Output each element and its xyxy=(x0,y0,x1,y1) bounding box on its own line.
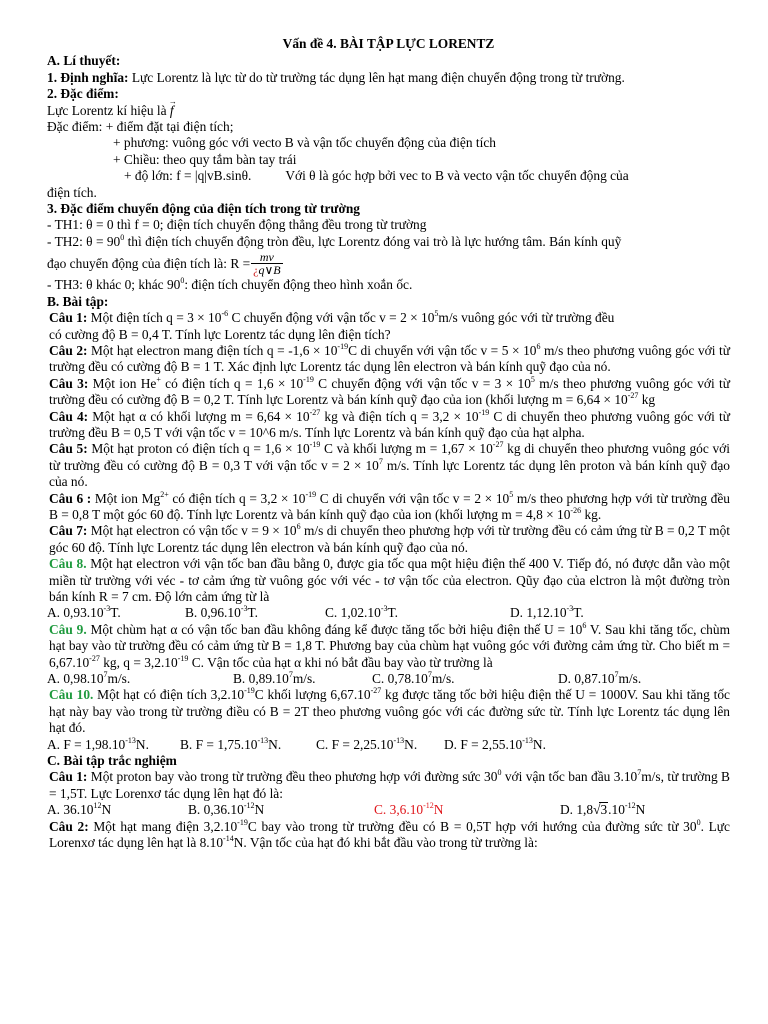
feature-4-note: Với θ là góc hợp bởi vec to B và vecto vận tốc chuyển động của xyxy=(285,168,629,184)
question-label: Câu 5: xyxy=(49,441,88,457)
option-c-correct[interactable]: C. $3,6.10^{-12}N$ xyxy=(374,801,444,818)
question-7: Câu 7: Một hạt electron có vận tốc $v = 9 \times 10^6$ m/s di chuyển theo phương hợp với từ trường đều có cảm ứng từ B = 0,2 T một góc 60 độ. Tính lực Lorentz tác dụng lên electron và bán kính quỹ đạo của nó. xyxy=(49,522,731,555)
question-label: Câu 6 : xyxy=(49,490,92,506)
mcq-question-1: Câu 1: Một proton bay vào trong từ trường đều theo phương hợp với đường sức $30^0$ với vận tốc ban đầu 3.10$^7$m/s, từ trường B = 1,5T. Lực Lorenxơ tác dụng lên hạt đó là: xyxy=(49,768,730,801)
case-1: - TH1: θ = 0 thì f = 0; điện tích chuyển động thẳng đều trong từ trường xyxy=(47,217,427,233)
option-a[interactable]: A. 36.10$^{12}$N xyxy=(47,801,112,818)
mcq-question-2: Câu 2: Một hạt mang điện $3,2.10^{-19}C$ bay vào trong từ trường đều có B = 0,5T hợp với hướng của đường sức từ $30^0$. Lực Lorenxơ tác dụng lên hạt là $8.10^{-14}N$. Vận tốc của hạt đó khi bắt đầu vào trong từ trường là: xyxy=(49,817,730,851)
definition-text: Lực Lorentz là lực từ do từ trường tác dụng lên hạt mang điện chuyển động trong từ trường. xyxy=(128,69,625,85)
option-a[interactable]: A. $F = 1,98.10^{-13}N$. xyxy=(47,735,149,752)
motion-heading: 3. Đặc điểm chuyển động của điện tích trong từ trường xyxy=(47,201,361,217)
question-9-options xyxy=(47,671,730,687)
question-1: Câu 1: Một điện tích $q = 3 \times 10^{-6}$ C chuyển động với vận tốc $v = 2 \times 10^5m/s$ vuông góc với từ trường đều có cường độ B = 0,4 T. Tính lực Lorentz tác dụng lên điện tích? xyxy=(49,309,615,342)
question-label: Câu 10. xyxy=(49,687,94,703)
question-label: Câu 9. xyxy=(49,621,87,637)
section-mcq-heading: C. Bài tập trắc nghiệm xyxy=(47,753,177,769)
features-heading: 2. Đặc điểm: xyxy=(47,86,119,102)
feature-2: + phương: vuông góc với vecto B và vận tốc chuyển động của điện tích xyxy=(113,135,496,151)
case-2: - TH2: $\theta = 90^0$ thì điện tích chuyển động tròn đều, lực Lorentz đóng vai trò là lực hướng tâm. Bán kính quỹ xyxy=(47,232,622,249)
question-label: Câu 7: xyxy=(49,523,88,539)
option-d[interactable]: D. 0,87.10$^7$m/s. xyxy=(558,670,642,687)
option-a[interactable]: A. 0,98.10$^7$m/s. xyxy=(47,670,131,687)
radius-text: đạo chuyển động của điện tích là: R = xyxy=(47,255,251,271)
option-c[interactable]: C. 0,78.10$^7$m/s. xyxy=(372,670,455,687)
option-b[interactable]: B. $0,96.10^{-3}T$. xyxy=(185,604,259,621)
option-d[interactable]: D. $1,8√3.10^{-12}N$ xyxy=(560,801,646,818)
fraction-denominator: ¿q∨B xyxy=(253,262,281,277)
question-8: Câu 8. Một hạt electron với vận tốc ban đầu bằng 0, được gia tốc qua một hiệu điện thế 400 V. Tiếp đó, nó được dẫn vào một miền từ trường với véc - tơ cảm ứng từ vuông góc với véc - tơ vận tốc của electron. Qũy đạo của elctron là một đường tròn bán kính R = 7 cm. Độ lớn cảm ứng từ là xyxy=(49,556,730,604)
question-label: Câu 3: xyxy=(49,375,89,391)
question-2: Câu 2: Một hạt electron mang điện tích $q = -1,6 \times 10^{-19}C$ di chuyển với vận tốc $v = 5 \times 10^6$ m/s theo phương vuông góc với từ trường đều có cường độ B = 1 T. Xác định lực Lorentz tác dụng lên electron và bán kính quỹ đạo của nó. xyxy=(49,341,730,375)
option-d[interactable]: D. $F = 2,55.10^{-13}N$. xyxy=(444,735,546,752)
question-5: Câu 5: Một hạt proton có điện tích $q = 1,6 \times 10^{-19}$ C và khối lượng $m = 1,67 \times 10^{-27}$ kg di chuyển theo phương vuông góc với từ trường đều có cường độ B = 0,3 T với vận tốc $v = 2 \times 10^7$ m/s. Tính lực Lorentz tác dụng lên proton và bán kính quỹ đạo của nó. xyxy=(49,440,730,490)
option-b[interactable]: B. $0,36.10^{-12}N$ xyxy=(188,801,265,818)
option-c[interactable]: C. $F = 2,25.10^{-13}N$. xyxy=(316,735,418,752)
radius-fraction xyxy=(251,251,282,277)
symbol-text: Lực Lorentz kí hiệu là xyxy=(47,102,170,118)
question-6: Câu 6 : Một ion $Mg^{2+}$ có điện tích $q = 3,2 \times 10^{-19}$ C di chuyển với vận tốc $v = 2 \times 10^5$ m/s theo phương hợp với từ trường đều B = 0,8 T một góc 60 độ. Tính lực Lorentz và bán kính quỹ đạo của ion (khối lượng $m = 4,8 \times 10^{-26}$ kg. xyxy=(49,489,730,522)
question-label: Câu 2: xyxy=(49,342,88,358)
question-9: Câu 9. Một chùm hạt α có vận tốc ban đầu không đáng kể được tăng tốc bởi hiệu điện thế $U = 10^6$ V. Sau khi tăng tốc, chùm hạt bay vào từ trường đều có cảm ứng từ B = 1,8 T. Phương bay của chùm hạt vuông góc với đường cảm ứng từ. Cho biết $m = 6,67.10^{-27}$ kg, $q = 3,2.10^{-19}$ C. Vận tốc của hạt α khi nó bắt đầu bay vào từ trường là xyxy=(49,620,730,670)
option-a[interactable]: A. $0,93.10^{-3}T$. xyxy=(47,604,121,621)
feature-3: + Chiều: theo quy tắm bàn tay trái xyxy=(113,151,297,167)
feature-4 xyxy=(47,168,730,184)
definition xyxy=(47,70,730,86)
question-label: Câu 1: xyxy=(49,769,88,785)
mcq-question-1-options xyxy=(47,802,730,818)
option-b[interactable]: B. $F = 1,75.10^{-13}N$. xyxy=(180,735,282,752)
definition-label: 1. Định nghĩa: xyxy=(47,69,129,85)
feature-4-cont: điện tích. xyxy=(47,184,97,200)
section-exercises-heading: B. Bài tập: xyxy=(47,293,109,309)
case-3: - TH3: θ khác 0; khác $90^0$: điện tích chuyển động theo hình xoắn ốc. xyxy=(47,276,413,293)
section-theory-heading: A. Lí thuyết: xyxy=(47,53,121,69)
question-label: Câu 8. xyxy=(49,556,87,572)
question-label: Câu 2: xyxy=(49,818,89,834)
feature-4-formula: + độ lớn: f = |q|vB.sinθ. xyxy=(124,168,252,184)
feature-1: Đặc điểm: + điểm đặt tại điện tích; xyxy=(47,119,234,135)
question-3: Câu 3: Một ion He+ có điện tích $q = 1,6 \times 10^{-19}$ C chuyển động với vận tốc $v = 3 \times 10^5$ m/s theo phương vuông góc với từ trường đều có cường độ B = 0,2 T. Tính lực Lorentz và bán kính quỹ đạo của ion (khối lượng $m = 6,64 \times 10^{-27}$ kg xyxy=(49,374,731,408)
question-label: Câu 4: xyxy=(49,408,89,424)
force-vector-symbol: → f xyxy=(170,103,174,119)
question-10: Câu 10. Một hạt có điện tích $3,2.10^{-19}C$ khối lượng $6,67.10^{-27}$ kg được tăng tốc bởi hiệu điện thế U = 1000V. Sau khi tăng tốc hạt này bay vào trong từ trường điều có B = 2T theo phương vuông góc với các đường sức từ. Tính lực Lorentz tác dụng lên hạt đó. xyxy=(49,686,730,736)
case-2-radius xyxy=(47,250,730,277)
symbol-line xyxy=(47,103,730,119)
page-title: Vấn đề 4. BÀI TẬP LỰC LORENTZ xyxy=(282,36,495,51)
question-label: Câu 1: xyxy=(49,310,88,326)
question-4: Câu 4: Một hạt α có khối lượng $m = 6,64 \times 10^{-27}$ kg và điện tích $q = 3,2 \times 10^{-19}$ C di chuyển theo phương vuông góc với từ trường đều B = 0,5 T với vận tốc v = 10^6 m/s. Tính lực Lorentz và bán kính quỹ đạo của hạt alpha. xyxy=(49,407,730,440)
fraction-numerator: mv xyxy=(259,249,274,264)
question-8-options xyxy=(47,605,730,621)
option-b[interactable]: B. 0,89.10$^7$m/s. xyxy=(233,670,316,687)
option-d[interactable]: D. $1,12.10^{-3}T$. xyxy=(510,604,584,621)
question-10-options xyxy=(47,737,730,753)
option-c[interactable]: C. $1,02.10^{-3}T$. xyxy=(325,604,399,621)
